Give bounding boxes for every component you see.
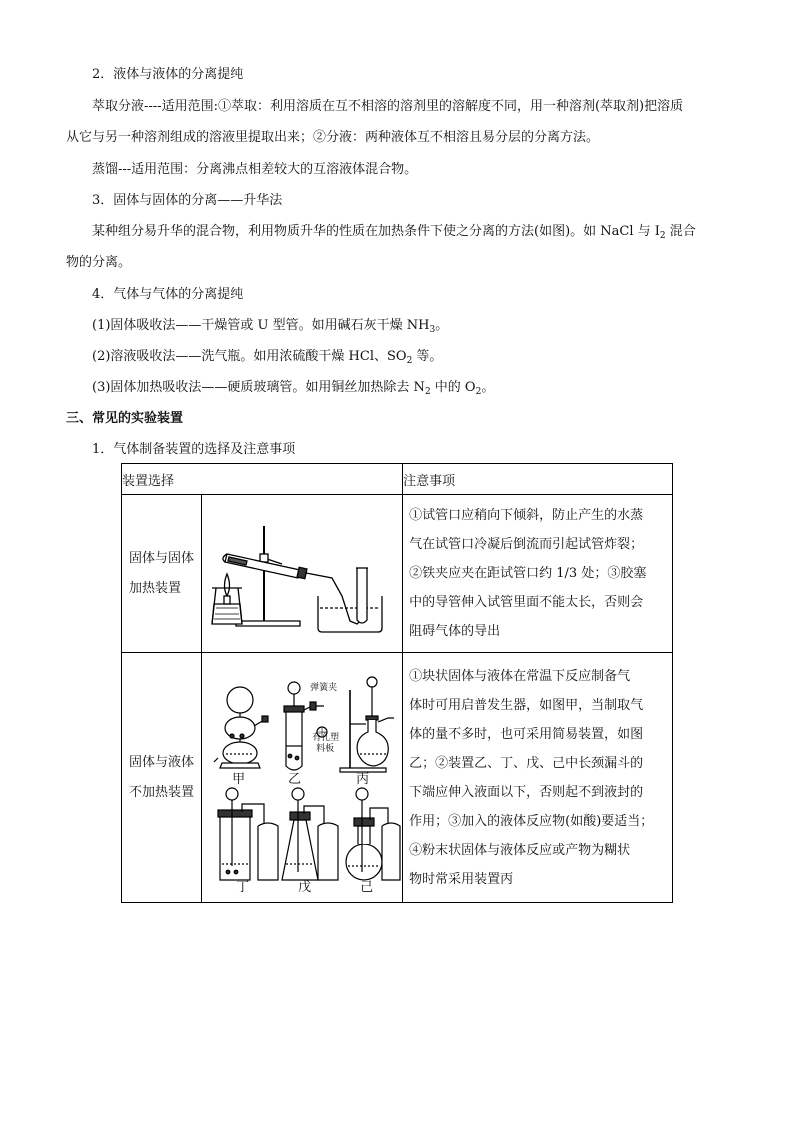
perforated-plate-label-1: 有孔塑 bbox=[312, 732, 340, 743]
row2-name: 固体与液体 不加热装置 bbox=[122, 653, 202, 903]
row2-notes: ①块状固体与液体在常温下反应制备气 体时可用启普发生器，如图甲，当制取气 体的量不多时，也可采用简易装置，如图 乙；②装置乙、丁、戊、己中长颈漏斗的 下端应伸入液面以下，否则起不到液封的 作用；③加入的液体反应物(如酸)要适当； ④粉末状固体与液体反应或产物为糊状 物时常采用装置丙 bbox=[403, 653, 673, 903]
figure-label-jia: 甲 bbox=[232, 771, 246, 787]
apparatus-table bbox=[121, 463, 673, 903]
extraction-line1: 萃取分液----适用范围:①萃取：利用溶质在互不相溶的溶剂里的溶解度不同，用一种溶剂(萃取剂)把溶质 bbox=[92, 99, 684, 114]
header-device-choice: 装置选择 bbox=[122, 464, 403, 495]
part3-subheading: 1．气体制备装置的选择及注意事项 bbox=[92, 442, 296, 457]
distillation-text: 蒸馏---适用范围：分离沸点相差较大的互溶液体混合物。 bbox=[92, 162, 418, 177]
solid-heating-apparatus-figure bbox=[202, 495, 403, 653]
gas-item-2: (2)溶液吸收法——洗气瓶。如用浓硫酸干燥 HCl、$SO_2$ 等。 bbox=[92, 349, 443, 366]
sublimation-line2: 物的分离。 bbox=[66, 255, 132, 270]
figure-label-yi: 乙 bbox=[288, 771, 302, 787]
section3-heading: 3．固体与固体的分离——升华法 bbox=[92, 193, 283, 208]
row1-notes: ①试管口应稍向下倾斜，防止产生的水蒸 气在试管口冷凝后倒流而引起试管炸裂； ②铁夹应夹在距试管口约 1/3 处；③胶塞 中的导管伸入试管里面不能太长，否则会 阻碍气体的导出 bbox=[403, 495, 673, 653]
part3-heading: 三、常见的实验装置 bbox=[66, 411, 184, 426]
figure-label-ji: 己 bbox=[360, 879, 374, 895]
spring-clip-label: 弹簧夹 bbox=[310, 682, 338, 693]
figure-label-bing: 丙 bbox=[356, 771, 370, 787]
gas-item-1: (1)固体吸收法——干燥管或 U 型管。如用碱石灰干燥 $NH_3$。 bbox=[92, 318, 449, 335]
extraction-line2: 从它与另一种溶剂组成的溶液里提取出来；②分液：两种液体互不相溶且易分层的分离方法。 bbox=[66, 130, 600, 145]
row1-name: 固体与固体 加热装置 bbox=[122, 495, 202, 653]
section4-heading: 4．气体与气体的分离提纯 bbox=[92, 287, 244, 302]
solid-heating-apparatus-drawing bbox=[202, 496, 402, 652]
section2-heading: 2．液体与液体的分离提纯 bbox=[92, 67, 244, 82]
sublimation-line1: 某种组分易升华的混合物，利用物质升华的性质在加热条件下使之分离的方法(如图)。如 NaCl 与 $I_2$ 混合 bbox=[92, 224, 696, 241]
figure-label-ding: 丁 bbox=[236, 879, 250, 895]
figure-label-wu: 戊 bbox=[298, 879, 312, 895]
table-row bbox=[122, 495, 673, 653]
table-row bbox=[122, 653, 673, 903]
header-notes: 注意事项 bbox=[403, 464, 673, 495]
gas-item-3: (3)固体加热吸收法——硬质玻璃管。如用铜丝加热除去 $N_2$ 中的 $O_2$。 bbox=[92, 380, 495, 397]
solid-liquid-apparatus-figure bbox=[202, 653, 403, 903]
perforated-plate-label-2: 料板 bbox=[316, 743, 335, 754]
